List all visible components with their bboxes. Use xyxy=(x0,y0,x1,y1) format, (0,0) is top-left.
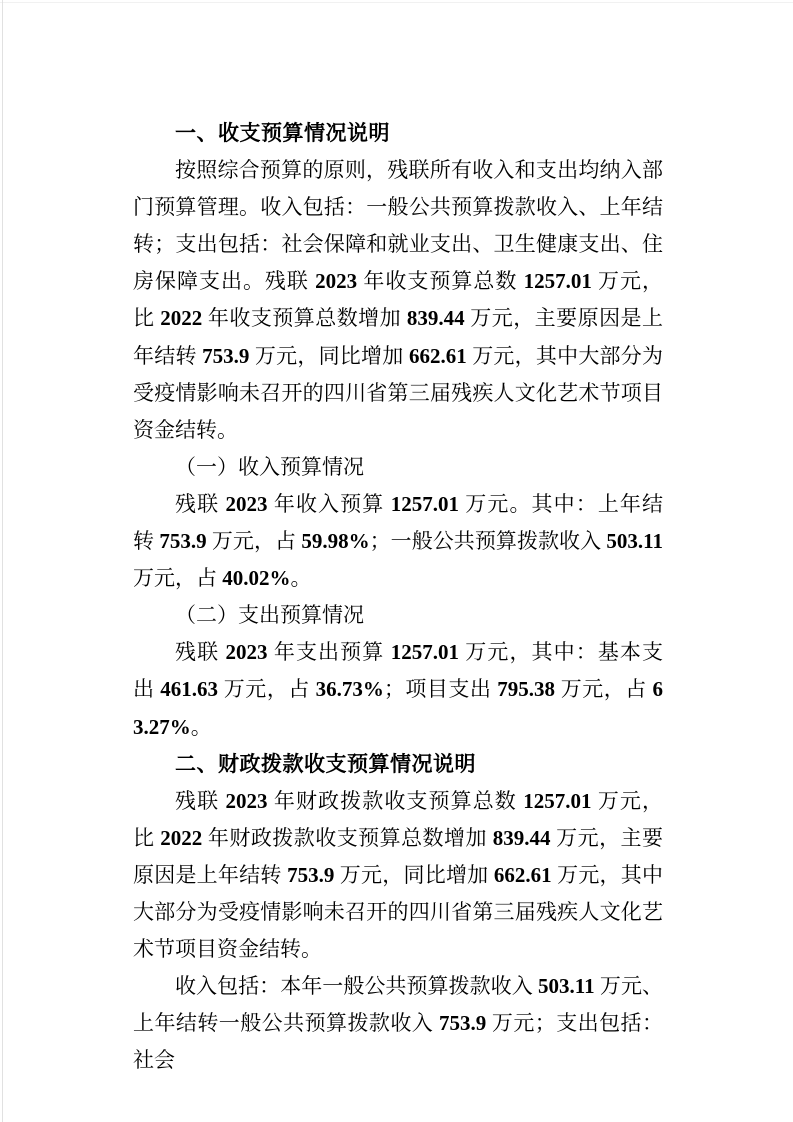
emphasized-value: 2023 xyxy=(225,788,268,813)
emphasized-value: 40.02% xyxy=(222,566,291,591)
body-text: 年收入预算 xyxy=(267,491,391,516)
body-text: 万元，其中：基本支出 xyxy=(133,640,664,702)
body-text: 万元，占 xyxy=(218,677,316,702)
emphasized-value: 一、收支预算情况说明 xyxy=(175,122,390,145)
body-text: 万元，同比增加 xyxy=(334,862,494,887)
body-text: 年财政拨款收支预算总数增加 xyxy=(202,825,493,850)
body-text: 。 xyxy=(190,714,212,739)
body-text: 万元，其中大部分为受疫情影响未召开的四川省第三届残疾人文化艺术节项目资金结转。 xyxy=(133,862,664,962)
body-text: 万元，同比增加 xyxy=(249,343,409,368)
emphasized-value: 2023 xyxy=(225,491,268,516)
emphasized-value: 795.38 xyxy=(497,677,555,702)
emphasized-value: 2022 xyxy=(160,306,203,331)
body-text: 收入包括：本年一般公共预算拨款收入 xyxy=(175,974,539,999)
emphasized-value: 503.11 xyxy=(606,529,664,554)
paragraph-income xyxy=(133,486,663,597)
emphasized-value: 662.61 xyxy=(493,862,552,887)
emphasized-value: 1257.01 xyxy=(390,640,459,665)
emphasized-value: 二、财政拨款收支预算情况说明 xyxy=(175,752,476,776)
body-text: 万元，主要原因是上年结转 xyxy=(133,306,664,368)
body-text: 残联 xyxy=(175,491,226,516)
body-text: 残联 xyxy=(175,788,226,813)
document-body xyxy=(133,115,663,1079)
emphasized-value: 753.9 xyxy=(202,343,250,368)
body-text: 万元，占 xyxy=(133,566,223,591)
emphasized-value: 36.73% xyxy=(315,677,384,702)
body-text: ；一般公共预算拨款收入 xyxy=(369,529,607,554)
emphasized-value: 753.9 xyxy=(287,862,335,887)
paragraph-income-breakdown xyxy=(133,968,663,1079)
emphasized-value: 662.61 xyxy=(408,343,467,368)
emphasized-value: 59.98% xyxy=(301,529,370,554)
paragraph-expenditure xyxy=(133,634,663,745)
paragraph-overview xyxy=(133,152,663,449)
emphasized-value: 63.27% xyxy=(133,677,664,739)
body-text: 万元，比 xyxy=(133,269,664,331)
emphasized-value: 1257.01 xyxy=(390,491,459,516)
emphasized-value: 753.9 xyxy=(438,1011,487,1036)
emphasized-value: 461.63 xyxy=(160,677,219,702)
body-text: 万元，占 xyxy=(554,677,653,702)
body-text: 万元，主要原因是上年结转 xyxy=(133,825,664,887)
body-text: 年财政拨款收支预算总数 xyxy=(267,788,524,813)
emphasized-value: 2023 xyxy=(315,269,358,294)
subsection-heading-expenditure xyxy=(133,597,663,634)
body-text: （一）收入预算情况 xyxy=(175,454,364,479)
scan-edge-top xyxy=(0,2,793,3)
body-text: 万元、上年结转一般公共预算拨款收入 xyxy=(133,974,664,1036)
body-text: 年收支预算总数 xyxy=(357,269,524,294)
emphasized-value: 753.9 xyxy=(159,529,207,554)
body-text: 万元。其中：上年结转 xyxy=(133,491,664,554)
body-text: 万元，占 xyxy=(206,529,302,554)
subsection-heading-income xyxy=(133,449,663,486)
emphasized-value: 1257.01 xyxy=(523,788,592,813)
scan-edge-left xyxy=(2,0,3,1122)
emphasized-value: 839.44 xyxy=(406,306,465,331)
paragraph-fiscal-appropriation xyxy=(133,783,663,968)
emphasized-value: 2022 xyxy=(160,825,203,850)
emphasized-value: 1257.01 xyxy=(523,269,592,294)
section-heading-2 xyxy=(133,746,663,783)
body-text: ；项目支出 xyxy=(383,677,498,702)
emphasized-value: 839.44 xyxy=(492,825,551,850)
body-text: 残联 xyxy=(175,640,226,665)
section-heading-1 xyxy=(133,115,663,152)
emphasized-value: 503.11 xyxy=(538,974,595,999)
body-text: 万元，其中大部分为受疫情影响未召开的四川省第三届残疾人文化艺术节项目资金结转。 xyxy=(133,343,664,442)
emphasized-value: 2023 xyxy=(225,640,268,665)
body-text: 按照综合预算的原则，残联所有收入和支出均纳入部门预算管理。收入包括：一般公共预算拨款收入、上年结转；支出包括：社会保障和就业支出、卫生健康支出、住房保障支出。残联 xyxy=(133,158,663,294)
body-text: 年收支预算总数增加 xyxy=(202,306,407,331)
body-text: 万元，比 xyxy=(133,788,664,850)
body-text: 。 xyxy=(290,566,312,591)
body-text: 万元；支出包括：社会 xyxy=(133,1011,664,1073)
body-text: （二）支出预算情况 xyxy=(175,603,364,628)
body-text: 年支出预算 xyxy=(267,640,391,665)
